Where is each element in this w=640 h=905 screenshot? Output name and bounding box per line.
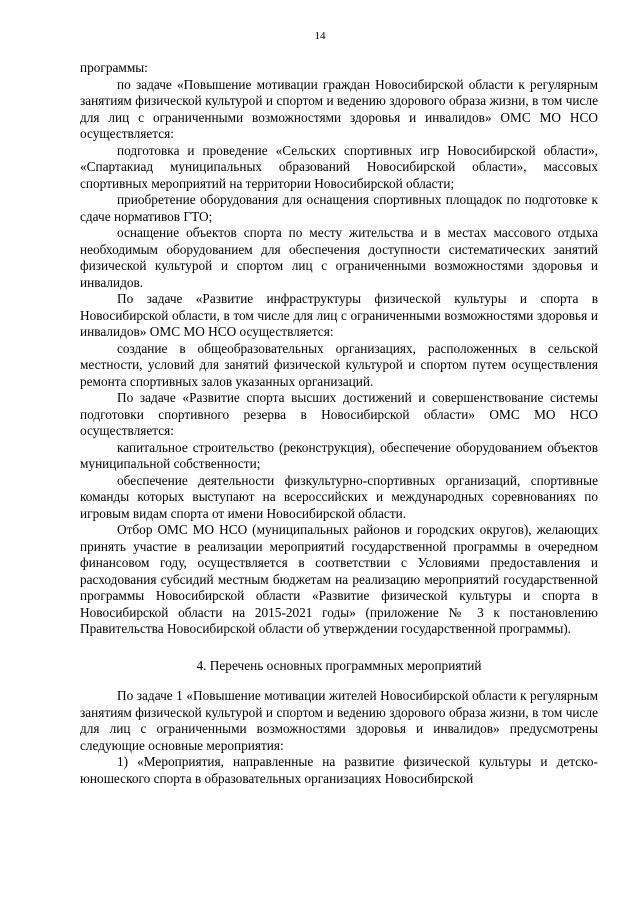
- paragraph: Отбор ОМС МО НСО (муниципальных районов и городских округов), желающих принять участие в реализации мероприятий государственной программы в очередном финансовом году, осуществляется в соответствии с Условиями предоставления и расходования субсидий местным бюджетам на реализацию мероприятий государственной программы Новосибирской области «Развитие физической культуры и спорта в Новосибирской области на 2015-2021 годы» (приложение № 3 к постановлению Правительства Новосибирской области об утверждении государственной программы).: [80, 522, 598, 636]
- document-body: [80, 60, 598, 787]
- paragraph: приобретение оборудования для оснащения спортивных площадок по подготовке к сдаче нормативов ГТО;: [80, 192, 598, 224]
- paragraph: обеспечение деятельности физкультурно-спортивных организаций, спортивные команды которых выступают на всероссийских и международных соревнованиях по игровым видам спорта от имени Новосибирской области.: [80, 472, 598, 521]
- paragraph: создание в общеобразовательных организациях, расположенных в сельской местности, условий для занятий физической культурой и спортом путем осуществления ремонта спортивных залов указанных организаций.: [80, 340, 598, 389]
- paragraph: оснащение объектов спорта по месту жительства и в местах массового отдыха необходимым оборудованием для обеспечения доступности систематических занятий физической культурой и спортом лиц с ограниченными возможностями здоровья и инвалидов.: [80, 225, 598, 290]
- paragraph: По задаче «Развитие спорта высших достижений и совершенствование системы подготовки спортивного резерва в Новосибирской области» ОМС МО НСО осуществляется:: [80, 390, 598, 438]
- paragraph: 1) «Мероприятия, направленные на развитие физической культуры и детско-юношеского спорта в образовательных организациях Новосибирской: [80, 754, 598, 786]
- paragraph: подготовка и проведение «Сельских спортивных игр Новосибирской области», «Спартакиад муниципальных образований Новосибирской области», массовых спортивных мероприятий на территории Новосибирской области;: [80, 142, 598, 191]
- paragraph: программы:: [80, 60, 148, 75]
- paragraph: по задаче «Повышение мотивации граждан Новосибирской области к регулярным занятиям физической культурой и спортом и ведению здорового образа жизни, в том числе для лиц с ограниченными возможностями здоровья и инвалидов» ОМС МО НСО осуществляется:: [80, 76, 598, 141]
- paragraph: капитальное строительство (реконструкция), обеспечение оборудованием объектов муниципальной собственности;: [80, 439, 598, 471]
- paragraph: По задаче «Развитие инфраструктуры физической культуры и спорта в Новосибирской области, в том числе для лиц с ограниченными возможностями здоровья и инвалидов» ОМС МО НСО осуществляется:: [80, 291, 598, 339]
- section-heading: 4. Перечень основных программных мероприятий: [196, 657, 482, 673]
- paragraph: По задаче 1 «Повышение мотивации жителей Новосибирской области к регулярным занятиям физической культурой и спортом и ведению здорового образа жизни, в том числе для лиц с ограниченными возможностями здоровья и инвалидов» предусмотрены следующие основные мероприятия:: [80, 688, 598, 753]
- page-number: 14: [314, 30, 326, 42]
